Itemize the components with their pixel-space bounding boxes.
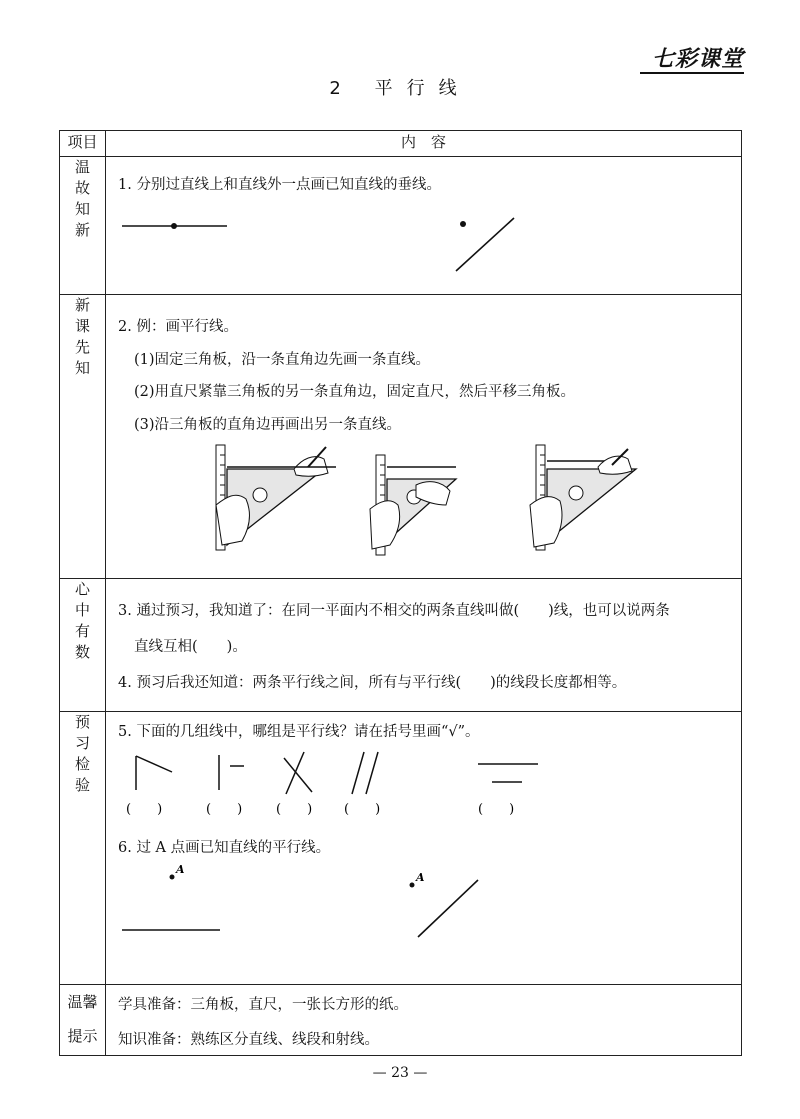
table-row <box>60 712 742 985</box>
row-label-review: 温故知新 <box>60 157 106 295</box>
question-1: 1. 分别过直线上和直线外一点画已知直线的垂线。 <box>118 177 441 193</box>
bracket-5: ( ) <box>478 802 515 817</box>
lesson-table <box>59 130 742 1056</box>
question-3-line-1: 3. 通过预习，我知道了：在同一平面内不相交的两条直线叫做( )线，也可以说两条 <box>118 603 670 619</box>
brand-logo: 七彩课堂 <box>652 47 745 72</box>
q1-point-on-line <box>171 223 177 229</box>
illustration-step-1 <box>216 445 336 550</box>
q6-figures <box>106 712 742 985</box>
bracket-3: ( ) <box>276 802 313 817</box>
q6-label-a-right: A <box>416 871 425 884</box>
illustration-step-3 <box>530 445 636 550</box>
bracket-2: ( ) <box>206 802 243 817</box>
q1-point-off-line <box>460 221 466 227</box>
illustration-step-2 <box>370 455 456 555</box>
row-content-check <box>106 712 742 985</box>
table-row <box>60 579 742 712</box>
row-label-check: 预习检验 <box>60 712 106 985</box>
tip-knowledge: 知识准备：熟练区分直线、线段和射线。 <box>118 1032 379 1048</box>
row-label-tips: 温馨提示 <box>60 985 106 1056</box>
header-item: 项目 <box>60 131 106 157</box>
page-title: 2 平行线 <box>329 78 471 99</box>
step-2: (2)用直尺紧靠三角板的另一条直角边，固定直尺，然后平移三角板。 <box>134 384 576 400</box>
header-content: 内 容 <box>106 131 742 157</box>
q6-line-diagonal <box>418 880 478 937</box>
q1-figures <box>106 157 742 295</box>
row-content-tips <box>106 985 742 1056</box>
row-content-review <box>106 157 742 295</box>
bracket-1: ( ) <box>126 802 163 817</box>
q6-point-a-left <box>170 875 175 880</box>
parallel-drawing-illustrations <box>106 295 742 579</box>
question-3-line-2: 直线互相( )。 <box>134 639 247 655</box>
page-number: — 23 — <box>372 1065 428 1081</box>
question-2-title: 2. 例：画平行线。 <box>118 319 238 335</box>
row-label-knowledge: 心中有数 <box>60 579 106 712</box>
table-row <box>60 985 742 1056</box>
q6-label-a-left: A <box>176 863 185 876</box>
step-3: (3)沿三角板的直角边再画出另一条直线。 <box>134 417 402 433</box>
row-label-preview: 新课先知 <box>60 295 106 579</box>
row-content-knowledge <box>106 579 742 712</box>
tip-tools: 学具准备：三角板，直尺，一张长方形的纸。 <box>118 997 408 1013</box>
row-content-preview <box>106 295 742 579</box>
table-row <box>60 295 742 579</box>
q6-point-a-right <box>410 883 415 888</box>
question-5: 5. 下面的几组线中，哪组是平行线？请在括号里画“√”。 <box>118 724 480 740</box>
step-1: (1)固定三角板，沿一条直角边先画一条直线。 <box>134 352 431 368</box>
question-6: 6. 过 A 点画已知直线的平行线。 <box>118 840 331 856</box>
bracket-4: ( ) <box>344 802 381 817</box>
table-row <box>60 157 742 295</box>
table-header-row <box>60 131 742 157</box>
question-4: 4. 预习后我还知道：两条平行线之间，所有与平行线( )的线段长度都相等。 <box>118 675 627 691</box>
